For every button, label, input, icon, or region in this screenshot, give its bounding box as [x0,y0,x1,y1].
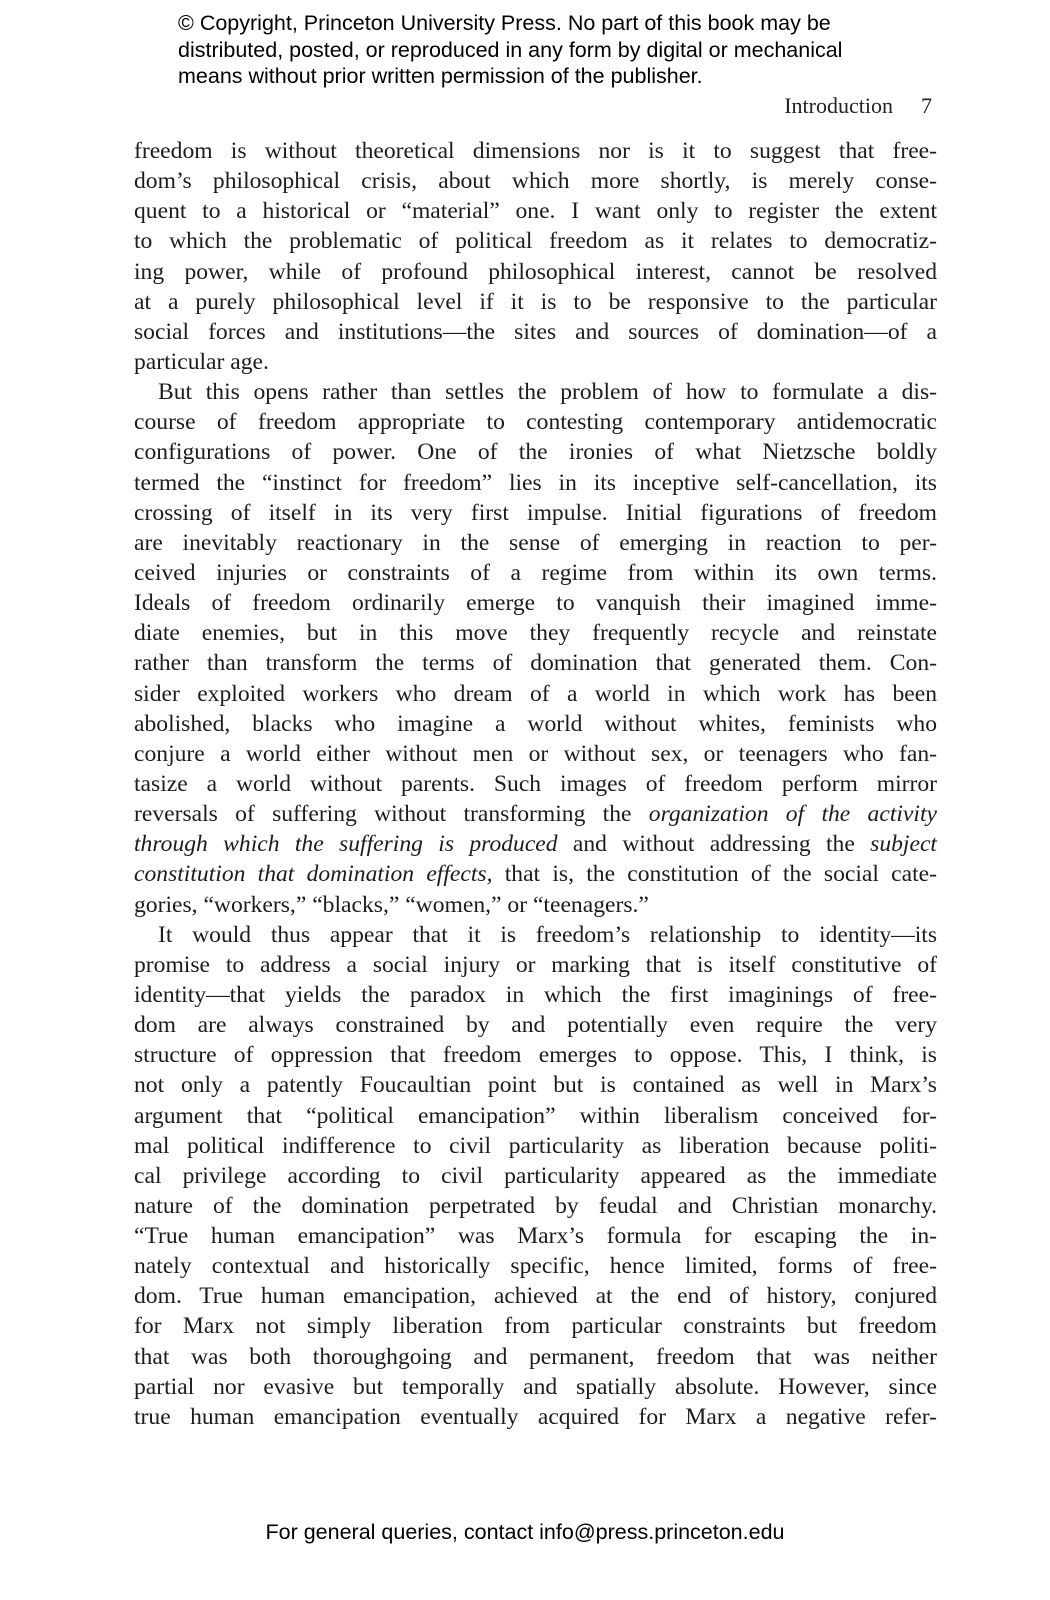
text-line: diate enemies, but in this move they frequently recycle and reinstate [134,620,937,647]
text-run: reversals of suffering without transforming the [134,801,649,828]
text-line: are inevitably reactionary in the sense of emerging in reaction to per- [134,529,937,556]
text-line: freedom is without theoretical dimensions nor is it to suggest that free- [134,138,937,164]
copyright-line: means without prior written permission of the publisher. [178,64,703,88]
italic-phrase: organization of the activity [648,801,937,828]
text-line: rather than transform the terms of domination that generated them. Con- [134,650,937,677]
text-line: course of freedom appropriate to contesting contemporary antidemocratic [134,409,937,436]
text-line: termed the “instinct for freedom” lies in its inceptive self-cancellation, its [134,469,937,496]
text-line: crossing of itself in its very first impulse. Initial figurations of freedom [134,499,937,526]
text-line: argument that “political emancipation” within liberalism conceived for- [134,1102,937,1129]
text-line: “True human emancipation” was Marx’s formula for escaping the in- [134,1223,937,1250]
italic-phrase: constitution that domination effects, [134,861,493,888]
text-line: cal privilege according to civil particularity appeared as the immediate [134,1162,937,1189]
text-line: partial nor evasive but temporally and spatially absolute. However, since [134,1373,937,1400]
text-line: structure of oppression that freedom emerges to oppose. This, I think, is [134,1042,937,1069]
page-number: 7 [921,93,932,118]
text-line: mal political indifference to civil particularity as liberation because politi- [134,1132,937,1159]
text-line: conjure a world either without men or without sex, or teenagers who fan- [134,740,937,767]
text-line-with-italics [134,829,937,859]
text-line: ing power, while of profound philosophical interest, cannot be resolved [134,258,937,285]
italic-phrase: subject [870,831,937,858]
italic-phrase: through which the suffering is produced [134,831,558,858]
text-line: gories, “workers,” “blacks,” “women,” or “teenagers.” [134,891,649,918]
text-line: nately contextual and historically specific, hence limited, forms of free- [134,1253,937,1280]
text-line: abolished, blacks who imagine a world without whites, feminists who [134,710,937,737]
footer-contact: For general queries, contact info@press.princeton.edu [265,1520,785,1544]
text-line: ceived injuries or constraints of a regime from within its own terms. [134,559,937,586]
copyright-line: distributed, posted, or reproduced in any form by digital or mechanical [178,37,843,62]
text-line: quent to a historical or “material” one. I want only to register the extent [134,198,937,225]
text-line: dom’s philosophical crisis, about which more shortly, is merely conse- [134,168,937,195]
text-line: at a purely philosophical level if it is to be responsive to the particular [134,288,937,315]
text-line: It would thus appear that it is freedom’s relationship to identity—its [158,921,937,948]
text-line: for Marx not simply liberation from particular constraints but freedom [134,1313,937,1340]
text-line: social forces and institutions—the sites and sources of domination—of a [134,318,937,345]
text-line: configurations of power. One of the ironies of what Nietzsche boldly [134,439,937,466]
text-line-with-italics [134,859,937,889]
text-line: promise to address a social injury or marking that is itself constitutive of [134,951,937,978]
text-line: particular age. [134,348,269,375]
text-line: identity—that yields the paradox in which the first imaginings of free- [134,981,937,1008]
copyright-line: © Copyright, Princeton University Press. No part of this book may be [178,11,831,35]
text-run: that is, the constitution of the social cate- [492,861,937,888]
text-line: that was both thoroughgoing and permanent, freedom that was neither [134,1343,937,1370]
text-line-with-italics [134,799,937,829]
text-line: dom are always constrained by and potentially even require the very [134,1012,937,1039]
text-line: tasize a world without parents. Such images of freedom perform mirror [134,770,937,797]
text-run: and without addressing the [557,831,871,858]
text-line: But this opens rather than settles the problem of how to formulate a dis- [158,379,937,406]
copyright-notice [178,10,938,90]
text-line: true human emancipation eventually acquired for Marx a negative refer- [134,1403,937,1430]
text-line: dom. True human emancipation, achieved at the end of history, conjured [134,1283,937,1310]
section-title: Introduction [784,93,893,118]
text-line: sider exploited workers who dream of a world in which work has been [134,680,937,707]
body-text [134,136,937,1432]
text-line: nature of the domination perpetrated by feudal and Christian monarchy. [134,1192,937,1219]
text-line: to which the problematic of political freedom as it relates to democratiz- [134,228,937,255]
text-line: not only a patently Foucaultian point but is contained as well in Marx’s [134,1072,937,1099]
text-line: Ideals of freedom ordinarily emerge to vanquish their imagined imme- [134,590,937,617]
running-head [784,93,932,119]
